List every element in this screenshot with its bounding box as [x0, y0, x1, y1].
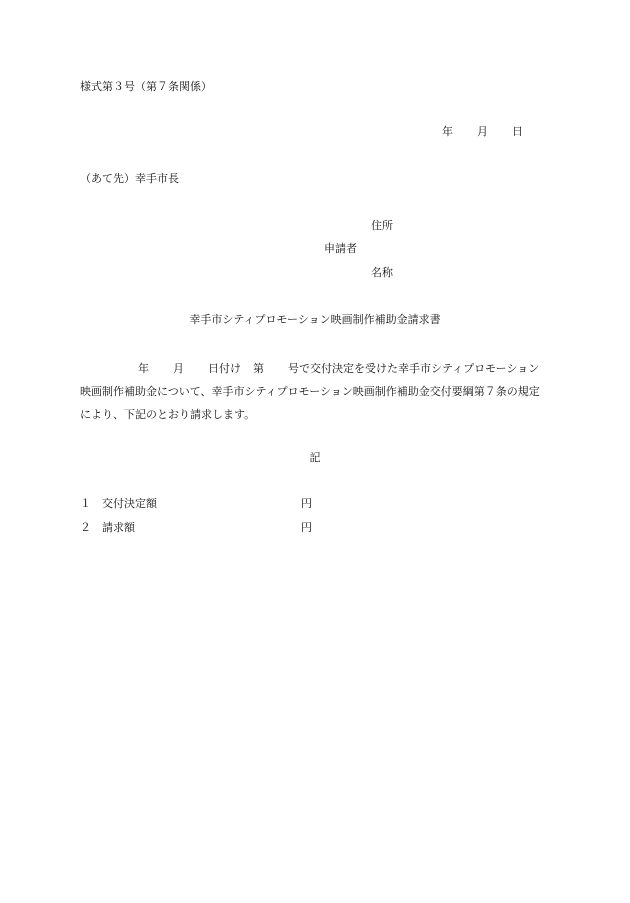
body-year-label: 年 [138, 362, 149, 375]
date-day-label: 日 [512, 125, 523, 138]
date-line [442, 125, 523, 139]
form-number: 様式第３号（第７条関係） [80, 80, 212, 93]
name-label: 名称 [371, 266, 393, 279]
list-item [80, 521, 135, 535]
addressee: （あて先）幸手市長 [80, 172, 179, 185]
ki-heading: 記 [309, 451, 321, 464]
body-text: 号で交付決定を受けた幸手市シティプロモーション映画制作補助金について、幸手市シティプロモーション映画制作補助金交付要綱第７条の規定により、下記のとおり請求します。 [80, 362, 540, 421]
item-label: 交付決定額 [102, 497, 157, 510]
body-day-label: 日付け [208, 362, 241, 375]
list-item [80, 497, 157, 511]
item-unit: 円 [301, 521, 312, 534]
date-year-label: 年 [442, 125, 453, 138]
address-label: 住所 [371, 219, 393, 232]
request-body-text [80, 357, 550, 426]
body-dai-label: 第 [253, 362, 264, 375]
item-label: 請求額 [102, 521, 135, 534]
document-title: 幸手市シティプロモーション映画制作補助金請求書 [189, 313, 441, 326]
item-number: １ [80, 497, 91, 510]
body-month-label: 月 [173, 362, 184, 375]
applicant-label: 申請者 [324, 242, 357, 255]
date-month-label: 月 [477, 125, 488, 138]
item-number: ２ [80, 521, 91, 534]
item-unit: 円 [301, 497, 312, 510]
